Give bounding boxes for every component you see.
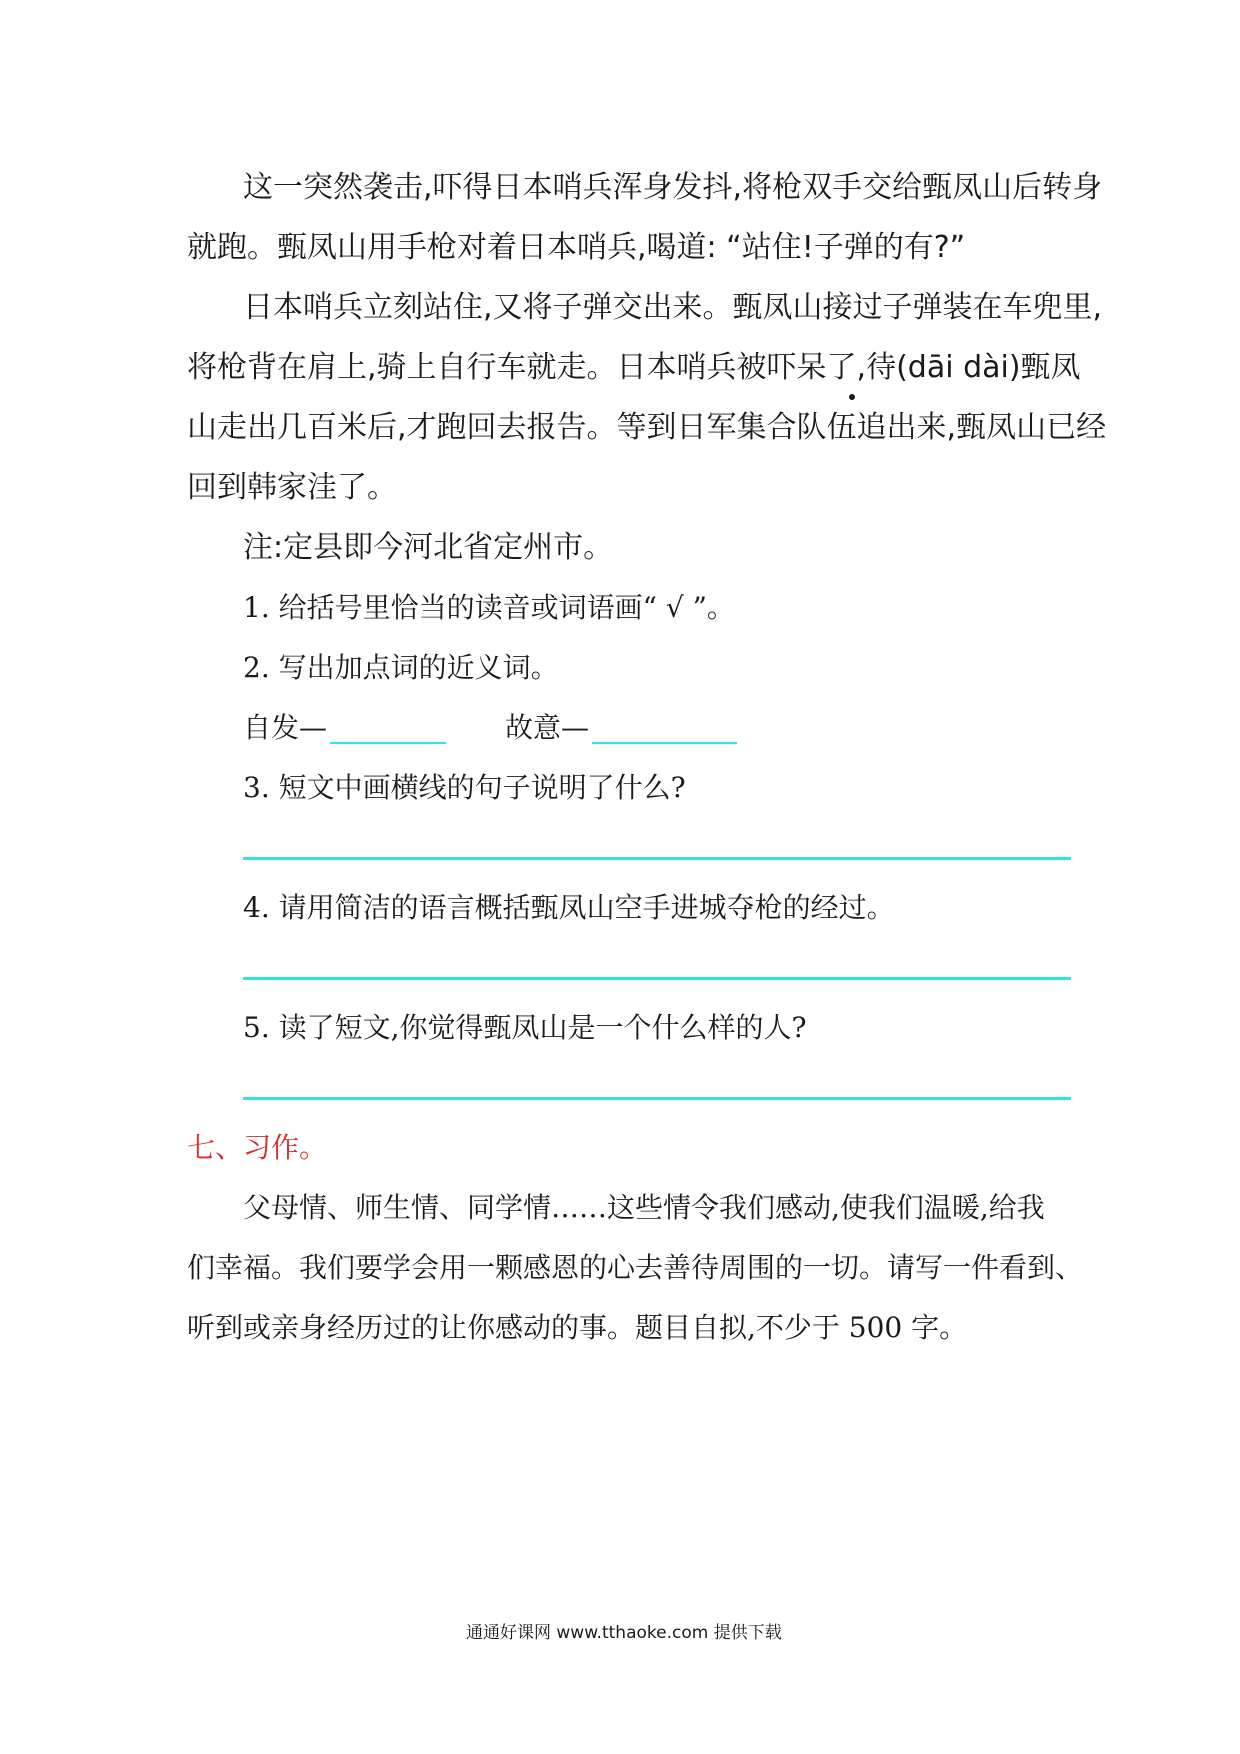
answer-blank-2[interactable] [592, 742, 737, 744]
question-3: 3. 短文中画横线的句子说明了什么? [243, 771, 686, 804]
passage-line: 日本哨兵立刻站住,又将子弹交出来。甄凤山接过子弹装在车兜里, [243, 290, 1103, 325]
answer-line-5[interactable] [243, 1097, 1071, 1100]
passage-line: 回到韩家洼了。 [187, 470, 397, 505]
emphasis-dot [849, 394, 855, 400]
dotted-character: 待 [866, 350, 897, 385]
passage-line: 这一突然袭击,吓得日本哨兵浑身发抖,将枪双手交给甄凤山后转身 [243, 170, 1103, 205]
question-1: 1. 给括号里恰当的读音或词语画“ √ ”。 [243, 591, 735, 624]
writing-prompt-line: 们幸福。我们要学会用一颗感恩的心去善待周围的一切。请写一件看到、 [187, 1251, 1084, 1284]
section-title: 七、习作。 [187, 1131, 328, 1164]
answer-line-4[interactable] [243, 977, 1071, 980]
passage-line [187, 348, 1081, 388]
passage-note: 注:定县即今河北省定州市。 [243, 530, 614, 565]
answer-blank-1[interactable] [330, 742, 446, 744]
synonym-label-2: 故意— [505, 711, 590, 744]
question-5: 5. 读了短文,你觉得甄凤山是一个什么样的人? [243, 1011, 807, 1044]
pinyin-choice: (dāi dài)甄凤 [896, 350, 1081, 385]
question-4: 4. 请用简洁的语言概括甄凤山空手进城夺枪的经过。 [243, 891, 895, 924]
writing-prompt-line: 父母情、师生情、同学情……这些情令我们感动,使我们温暖,给我 [243, 1191, 1045, 1224]
passage-line: 就跑。甄凤山用手枪对着日本哨兵,喝道: “站住!子弹的有?” [187, 230, 966, 265]
synonym-label-1: 自发— [243, 711, 328, 744]
answer-line-3[interactable] [243, 857, 1071, 860]
passage-text: 将枪背在肩上,骑上自行车就走。日本哨兵被吓呆了, [187, 350, 867, 385]
footer-text: 通通好课网 www.tthaoke.com 提供下载 [466, 1623, 782, 1643]
writing-prompt-line: 听到或亲身经历过的让你感动的事。题目自拟,不少于 500 字。 [187, 1311, 968, 1344]
passage-line: 山走出几百米后,才跑回去报告。等到日军集合队伍追出来,甄凤山已经 [187, 410, 1107, 445]
question-2: 2. 写出加点词的近义词。 [243, 651, 559, 684]
